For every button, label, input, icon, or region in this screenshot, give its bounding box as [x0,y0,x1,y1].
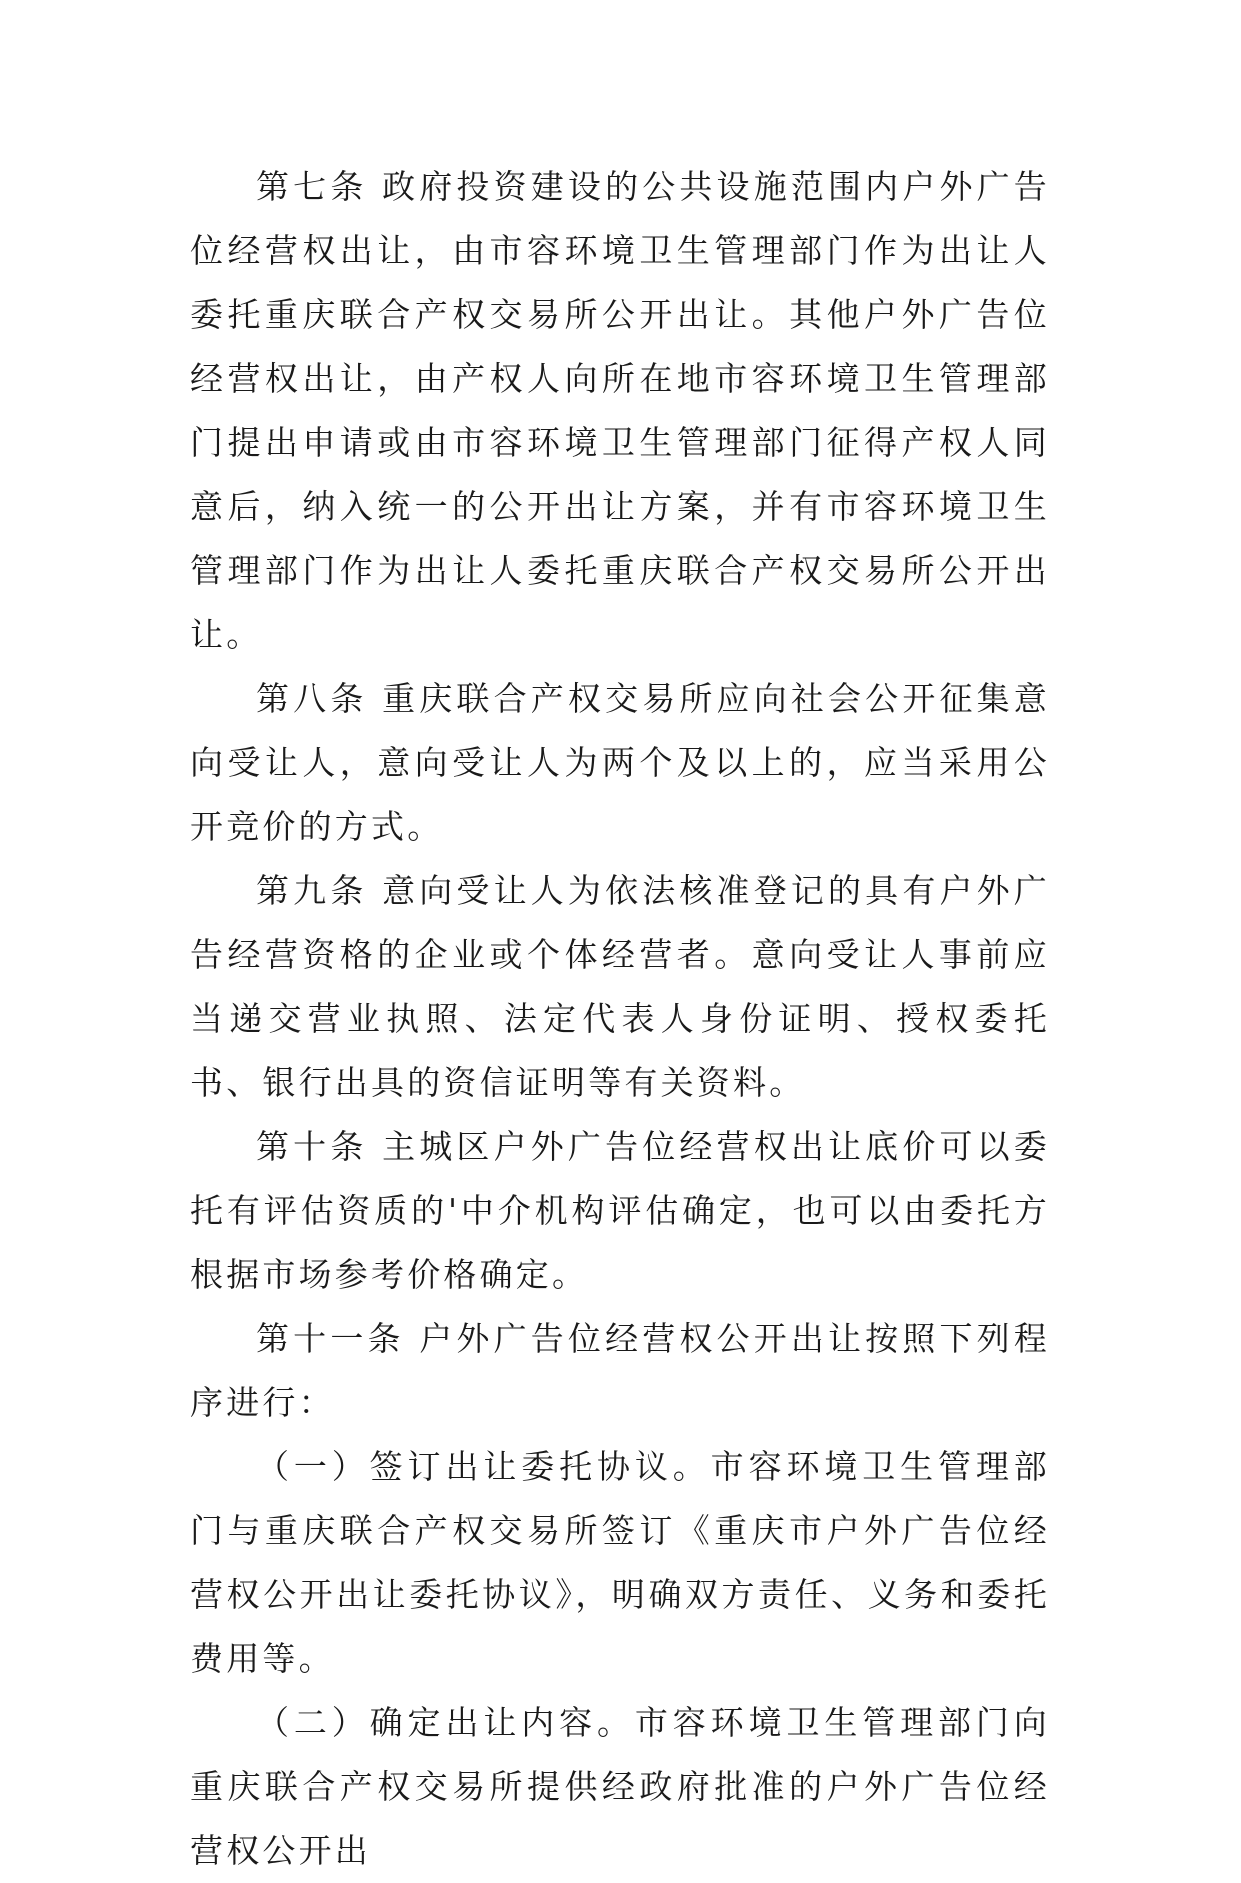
paragraph-item-2: （二）确定出让内容。市容环境卫生管理部门向重庆联合产权交易所提供经政府批准的户外广告位经营权公开出 [190,1703,1050,1870]
paragraph-article-8: 第八条 重庆联合产权交易所应向社会公开征集意向受让人，意向受让人为两个及以上的，应当采用公开竞价的方式。 [190,679,1050,846]
paragraph-item-1: （一）签订出让委托协议。市容环境卫生管理部门与重庆联合产权交易所签订《重庆市户外广告位经营权公开出让委托协议》，明确双方责任、义务和委托费用等。 [190,1447,1050,1678]
paragraph-article-7: 第七条 政府投资建设的公共设施范围内户外广告位经营权出让，由市容环境卫生管理部门作为出让人委托重庆联合产权交易所公开出让。其他户外广告位经营权出让，由产权人向所在地市容环境卫生管理部门提出申请或由市容环境卫生管理部门征得产权人同意后，纳入统一的公开出让方案，并有市容环境卫生管理部门作为出让人委托重庆联合产权交易所公开出让。 [190,167,1050,654]
paragraph-article-9: 第九条 意向受让人为依法核准登记的具有户外广告经营资格的企业或个体经营者。意向受让人事前应当递交营业执照、法定代表人身份证明、授权委托书、银行出具的资信证明等有关资料。 [190,871,1050,1102]
paragraph-article-10: 第十条 主城区户外广告位经营权出让底价可以委托有评估资质的'中介机构评估确定，也可以由委托方根据市场参考价格确定。 [190,1127,1050,1294]
paragraph-article-11: 第十一条 户外广告位经营权公开出让按照下列程序进行： [190,1319,1050,1422]
document-body [190,155,1050,1883]
